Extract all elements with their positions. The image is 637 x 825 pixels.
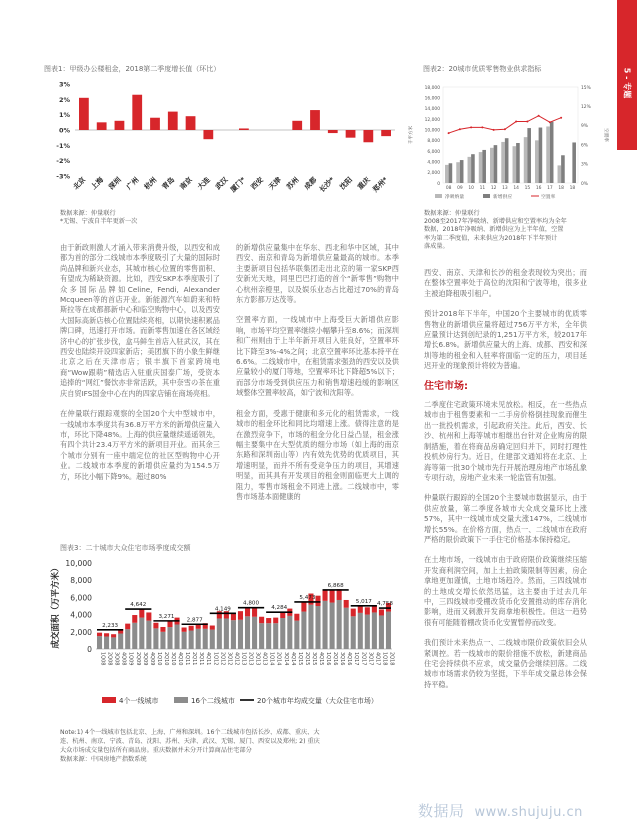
bar-tier1 (330, 590, 335, 603)
bar-tier1 (351, 609, 356, 617)
figure2-chart (405, 80, 610, 206)
paragraph: 预计2018年下半年，中国20个主要城市的优质零售物业的新增供应量将超过756万平方米，全年供应量预计达到创纪录的1,251万平方米，较2017年增长6.8%。新增供应量大的上海、成都、西安和深圳等地的租金和入驻率将面临一定的压力，项目延迟开业的现象预计将较为普遍。 (424, 309, 587, 371)
bar-tier2 (273, 623, 278, 649)
legend-label: 空置率 (541, 195, 556, 200)
annual-average-label: 5,017 (355, 598, 372, 605)
bar-tier1 (245, 608, 250, 617)
watermark (418, 800, 583, 821)
paragraph: 空置率方面，一线城市中上海受巨大新增供应影响，市场平均空置率继续小幅攀升至8.6%；而深圳和广州则由于上半年新开项目入驻良好，空置率环比下降至3%-4%之间；北京空置率环比基本持平在6.6%。二线城市中，在租赁需求强劲的西安以及供应量较小的厦门等地，空置率环比下降超5%以下；而部分市场受到供应压力和销售增速趋缓的影响区域整体空置率较高，如宁波和沈阳等。 (236, 315, 399, 398)
bar-absorption (479, 152, 483, 183)
y-tick-label: 10,000 (65, 559, 92, 568)
legend-swatch (174, 697, 188, 703)
x-tick-label: 成都 (302, 175, 319, 192)
x-tick-label: 重庆 (356, 175, 372, 192)
bar-tier2 (97, 636, 102, 649)
bar (168, 112, 178, 130)
bar-tier2 (238, 620, 243, 649)
bar (79, 98, 89, 130)
vacancy-point (515, 121, 517, 123)
bar-supply (460, 160, 464, 183)
y-tick-label: 4,000 (70, 610, 92, 620)
vacancy-point (560, 117, 562, 119)
bar-tier2 (182, 632, 187, 649)
y-tick-label: 6,000 (427, 149, 440, 155)
x-tick-label: 4Q13 (261, 652, 268, 666)
x-tick-label: 15 (524, 186, 531, 191)
bar-tier1 (167, 621, 172, 627)
figure3-note-line: 连、杭州、南京、宁波、青岛、沈阳、苏州、天津、武汉、无锡、厦门、西安以及郑州; 2) 重庆 (60, 738, 320, 745)
x-tick-label: 2Q17 (360, 652, 367, 666)
y-tick-label: 2,000 (427, 171, 440, 177)
bar-tier1 (365, 607, 370, 614)
bar-tier1 (337, 589, 342, 600)
bar-tier1 (160, 627, 165, 632)
bar-supply (539, 128, 543, 183)
paragraph: 西安、南京、天津和长沙的租金表现较为突出；而在整体空置率处于高位的沈阳和宁波等地，很多业主被迫降租吸引租户。 (424, 268, 587, 298)
x-tick-label: 南京 (178, 175, 194, 192)
legend-label: 4个一线城市 (119, 697, 159, 705)
legend-label: 16个二线城市 (191, 697, 235, 705)
x-tick-label: 2Q14 (275, 652, 282, 666)
x-tick-label: 大连 (196, 175, 212, 192)
bar-tier1 (344, 600, 349, 608)
x-tick-label: 2Q10 (162, 652, 169, 666)
bar-tier2 (287, 616, 292, 649)
bar-tier1 (238, 611, 243, 620)
bar-supply (527, 128, 531, 183)
x-tick-label: 3Q12 (226, 652, 233, 666)
x-tick-label: 西安 (249, 175, 266, 192)
legend-label: 20个城市年均成交量（大众住宅市场） (257, 697, 378, 705)
bar-tier2 (337, 600, 342, 649)
bar-tier2 (323, 601, 328, 649)
x-tick-label: 3Q11 (198, 652, 205, 666)
x-tick-label: 4Q14 (289, 652, 296, 666)
x-tick-label: 2Q12 (219, 652, 226, 666)
y-tick-label: 16,000 (424, 96, 440, 102)
bar-tier2 (365, 615, 370, 649)
x-tick-label: 1Q17 (353, 652, 360, 666)
bar-absorption (546, 126, 550, 183)
bar-tier2 (386, 612, 391, 649)
bar-tier1 (146, 612, 151, 620)
x-tick-label: 北京 (71, 175, 88, 192)
figure1-footnote: *无锡、宁波自半年更新一次 (60, 218, 138, 225)
section-tab-label: 5 - 专题 (622, 67, 632, 98)
x-tick-label: 08 (445, 186, 452, 191)
x-tick-label: 3Q13 (254, 652, 261, 666)
bar-tier2 (139, 618, 144, 649)
bar-tier2 (104, 637, 109, 649)
x-tick-label: 苏州 (285, 175, 301, 192)
bar-absorption (445, 165, 449, 183)
y2-tick-label: 12% (581, 105, 591, 110)
bar (203, 130, 213, 139)
figure2-source-line: 落成量。 (424, 242, 449, 250)
bar-tier2 (210, 630, 215, 649)
y-tick-label: 0 (437, 181, 440, 187)
x-tick-label: 武汉 (213, 175, 230, 192)
x-tick-label: 4Q16 (346, 652, 353, 666)
bar (328, 130, 338, 133)
vacancy-point (493, 129, 495, 131)
bar-tier1 (132, 615, 137, 623)
bar-tier2 (351, 616, 356, 649)
paragraph: 的新增供应量集中在华东、西北和华中区域，其中西安、南京和青岛为新增供应量最高的城市。本季主要新项目包括华联集团走出北京的第一家SKP西安新光天地，同里巴巴打造的首个“新零售”购物中心杭州亲橙里，以及娱乐业态占比超过70%的青岛东方影都万达茂等。 (236, 243, 399, 305)
y-axis-label: 成交面积（万平方米） (51, 563, 61, 649)
x-tick-label: 3Q15 (310, 652, 317, 666)
annual-average-label: 5,473 (299, 594, 316, 601)
bar-tier2 (344, 608, 349, 649)
bar-absorption (490, 148, 494, 183)
bar (97, 122, 107, 130)
bar-absorption (524, 137, 528, 183)
legend-swatch (102, 697, 116, 703)
x-tick-label: 2Q16 (332, 652, 339, 666)
x-tick-label: 1Q08 (99, 652, 106, 666)
y2-tick-label: 15% (581, 85, 591, 91)
x-tick-label: 厦门* (229, 175, 248, 194)
bar-tier2 (358, 613, 363, 649)
bar-tier1 (97, 633, 102, 636)
vacancy-point (504, 128, 506, 130)
x-tick-label: 10 (468, 186, 474, 191)
x-tick-label: 广州 (125, 175, 141, 192)
bar-supply (482, 150, 486, 183)
bar-supply (471, 154, 475, 183)
figure2-source-line: 率为第二季度值，未来供应为2018年下半年预计 (424, 234, 558, 242)
y-tick-label: 0 (87, 645, 92, 654)
bar-tier2 (231, 620, 236, 649)
x-tick-label: 长沙* (318, 175, 337, 194)
x-tick-label: 2Q15 (303, 652, 310, 666)
vacancy-point (448, 132, 450, 134)
bar-tier1 (111, 634, 116, 637)
paragraph: 租金方面，受惠于健康和多元化的租赁需求，一线城市的租金环比和同比均增速上涨。债得注意的是在激烈竞争下，市场的租金分化日益凸显，租金涨幅主要集中在大型优质的细分市场（如上海的南京东路和深圳南山等）内有效先优势的优质项目，其增速明显，而并不所有受竞争压力的项目，其增速明显，而其具有开发项目的租金则面临更大上调的阻力，零售市场租金不同进上涨。二线城市中，零售市场基本面健康的 (236, 408, 399, 501)
vacancy-point (538, 115, 540, 117)
x-tick-label: 12 (490, 186, 497, 191)
bar-tier1 (315, 596, 320, 606)
bar-tier1 (153, 623, 158, 629)
x-tick-label: 3Q08 (113, 652, 120, 666)
bar-absorption (468, 157, 472, 183)
figure3-note-line: 大众市场成交量包括所有商品房。重庆数据并未分开计算商品住宅部分 (60, 747, 252, 754)
bar-supply (505, 138, 509, 183)
paragraph: 由于新政则激人才涌入带来消费升级，以西安和成都为首的部分二线城市本季度吸引了大量的国际时尚品牌和新兴业态，其城市核心位置的零售面积、有望成为稀缺资源。比如，西安SKP本季度吸引了众多国际品牌如Celine, Fendi, Alexander Mcqueen等的首店开业。新能源汽车如蔚来和特斯拉等在成都都新中心和临空购物中心，以及西安大国际高新店核心位置陆续亮相，以期快速积累品牌口碑，迅速打开市场。而新零售加速在各区域经济中心的扩张步伐，盒马鲜生首店入驻武汉，其在西安也陆续开设四家新店；美团旗下的小象生鲜继北京之后在天津市店；银丰旗下首家跨境电商“Wow跟萌”精选店入驻重庆国泰广场，受资本追捧的“网红”餐饮亦非常活跃，其中奈雪の茶在重庆自贸IFS国金中心在内的四家店铺在商场亮相。 (60, 243, 220, 398)
y-tick-label: -2% (56, 157, 70, 166)
y2-tick-label: 6% (581, 143, 588, 149)
bar-tier2 (224, 618, 229, 649)
bar-tier1 (125, 624, 130, 630)
x-tick-label: 18 (569, 186, 576, 191)
y-tick-label: 4,000 (427, 160, 440, 166)
figure2-source-line: 数据，2018年净吸纳、新增供应为上半年值，空置 (424, 226, 564, 234)
bar (115, 121, 125, 130)
x-tick-label: 2Q08 (106, 652, 113, 666)
bar (346, 130, 356, 138)
bar (132, 95, 142, 130)
bar-tier2 (196, 629, 201, 649)
x-tick-label: 1Q15 (296, 652, 303, 666)
x-tick-label: 3Q09 (141, 652, 148, 666)
legend-label: 净吸纳量 (445, 195, 465, 200)
bar (292, 121, 302, 130)
bar-tier1 (273, 618, 278, 624)
x-tick-label: 1Q18 (381, 652, 388, 666)
bar-supply (561, 155, 565, 183)
y-tick-label: 6,000 (70, 593, 92, 603)
x-tick-label: 1Q11 (184, 652, 191, 666)
bar-tier2 (252, 617, 257, 649)
y2-axis-label: 空置率 (603, 128, 608, 142)
figure2-source-line: 数据来源：仲量联行 (424, 210, 480, 217)
figure1-source: 数据来源：仲量联行 (60, 210, 116, 217)
legend-swatch (435, 194, 442, 198)
x-tick-label: 1Q14 (268, 652, 275, 666)
x-tick-label: 4Q10 (177, 652, 184, 666)
bar-supply (449, 163, 453, 183)
y-tick-label: 18,000 (424, 85, 440, 91)
x-tick-label: 09 (457, 186, 463, 191)
bar-absorption (501, 142, 505, 183)
x-tick-label: 14 (513, 186, 519, 191)
x-tick-label: 1Q09 (127, 652, 134, 666)
bar-tier1 (210, 626, 215, 630)
section-heading-residential: 住宅市场: (424, 380, 468, 392)
figure3-title: 图表3：二十城市大众住宅市场季度成交额 (60, 544, 191, 552)
figure1-title: 图表1：甲级办公楼租金，2018第二季度增长值（环比） (44, 65, 221, 73)
y-tick-label: 1% (58, 111, 70, 120)
text-column-1 (60, 243, 220, 533)
bar-tier2 (153, 628, 158, 649)
vacancy-point (481, 126, 483, 128)
annual-average-label: 6,868 (327, 582, 344, 589)
paragraph: 我们预计未来热点一、二线城市限价政策依旧会从紧调控。若一线城市的限价措施不放松，新建商品住宅会持续供不应求，成交量仍会继续回落。二线城市市场需求仍较为坚挺，下半年成交量总体会保持平稳。 (424, 638, 587, 689)
bar-tier2 (132, 623, 137, 649)
y-axis-label: 千平方米 (409, 125, 414, 145)
section-tab (617, 0, 637, 150)
x-tick-label: 4Q17 (374, 652, 381, 666)
annual-average-label: 4,758 (376, 601, 393, 608)
x-tick-label: 上海 (89, 175, 106, 192)
y-tick-label: 10,000 (424, 128, 440, 134)
x-tick-label: 深圳 (107, 175, 123, 192)
bar-supply (494, 145, 498, 183)
text-column-3 (424, 268, 587, 798)
bar-tier2 (294, 621, 299, 649)
bar-tier2 (146, 621, 151, 649)
bar-tier2 (266, 623, 271, 649)
y-tick-label: 2,000 (70, 627, 92, 637)
bar-tier2 (160, 632, 165, 649)
y2-tick-label: 9% (581, 124, 588, 130)
figure2-source (424, 210, 567, 251)
bar-tier1 (104, 633, 109, 636)
bar-tier1 (252, 608, 257, 617)
bar-absorption (535, 140, 539, 183)
x-tick-label: 杭州 (142, 175, 159, 192)
y-tick-label: 8,000 (427, 139, 440, 145)
x-tick-label: 2Q18 (388, 652, 395, 666)
bar-tier2 (125, 629, 130, 649)
x-tick-label: 16 (535, 186, 542, 191)
paragraph: 二季度住宅政策环境未见放松。相反，在一些热点城市由于租售要素和一二手房价格倒挂现象而催生出一批投机需求，引起政府关注。此后，西安、长沙、杭州和上海等城市相继出台针对企业购房的限制措施，着在将商品房确定回归并下，同时打理性投机炒房行为。近日，住建部文通知将在北京、上海等第一批30个城市先行开展治理房地产市场乱象专项行动，房地产业未来一轮监管有加强。 (424, 400, 587, 482)
bar-tier2 (203, 629, 208, 649)
bar-tier2 (217, 618, 222, 649)
bar-tier2 (167, 627, 172, 649)
bar (363, 130, 373, 142)
x-tick-label: 沈阳 (338, 175, 354, 192)
x-tick-label: 4Q11 (205, 652, 212, 666)
bar-absorption (558, 165, 562, 183)
bar-tier2 (245, 616, 250, 649)
y-tick-label: 14,000 (424, 107, 440, 113)
x-tick-label: 1Q13 (240, 652, 247, 666)
bar-tier1 (379, 609, 384, 615)
x-tick-label: 天津 (267, 175, 283, 192)
legend-label: 新增供应 (493, 195, 513, 200)
bar-tier2 (301, 612, 306, 649)
bar-tier1 (189, 626, 194, 631)
vacancy-point (470, 126, 472, 128)
x-tick-label: 1Q12 (212, 652, 219, 666)
bar (186, 116, 196, 130)
bar-tier1 (301, 602, 306, 612)
figure3-note-line: Note:1) 4个一线城市包括北京、上海、广州和深圳。16个二线城市包括长沙、成都、重庆、大 (60, 729, 320, 736)
figure3-source: 数据来源：中国房地产指数系统 (60, 756, 147, 763)
text-column-2 (236, 243, 399, 533)
bar-supply (572, 142, 576, 183)
annual-average-label: 3,271 (158, 613, 175, 620)
y-tick-label: 0% (58, 126, 70, 135)
x-tick-label: 4Q15 (318, 652, 324, 666)
bar-tier1 (259, 617, 264, 623)
bar-tier1 (294, 614, 299, 621)
x-tick-label: 18 (558, 186, 564, 191)
vacancy-point (549, 121, 551, 123)
x-tick-label: 17 (547, 186, 553, 191)
x-tick-label: 3Q17 (367, 652, 374, 666)
bar-tier2 (330, 603, 335, 649)
watermark-cn: 数据局 (418, 802, 465, 820)
x-tick-label: 3Q14 (282, 652, 289, 666)
figure2-title: 图表2：20城市优质零售物业供求指标 (423, 65, 542, 73)
bar-tier2 (308, 605, 313, 649)
y-tick-label: -1% (56, 141, 70, 150)
bar-tier2 (315, 606, 320, 649)
x-tick-label: 1Q16 (325, 652, 332, 666)
paragraph: 在土地市场，一线城市由于政府限价政策继续压缩开发商利润空间，加上土拍政策限制等因素，房企拿地更加谨慎，土地市场趋冷。然而，三四线城市的土地成交增长依然迅猛，这主要由于过去几年中，三四线城市受棚改货币化安置推动的库存消化影响，进而又刺激开发商拿地积极性。但这一趋势很有可能随着棚改货币化安置暂停而改变。 (424, 555, 587, 627)
bar-supply (516, 143, 520, 183)
y-tick-label: 12,000 (424, 117, 440, 123)
bar-absorption (513, 146, 517, 183)
bar (381, 130, 391, 136)
x-tick-label: 3Q10 (170, 652, 176, 666)
bar-tier2 (111, 637, 116, 649)
y2-tick-label: 3% (581, 162, 588, 168)
annual-average-label: 4,800 (243, 600, 260, 607)
bar (150, 118, 160, 130)
figure3-chart (40, 555, 405, 705)
bar-tier2 (379, 615, 384, 649)
x-tick-label: 青岛 (160, 175, 177, 192)
bar (310, 110, 320, 130)
vacancy-point (459, 128, 461, 130)
figure1-chart (40, 72, 405, 210)
bar-tier1 (323, 590, 328, 601)
annual-average-label: 2,877 (186, 617, 203, 624)
annual-average-label: 4,642 (130, 602, 147, 609)
x-tick-label: 4Q08 (120, 652, 127, 666)
annual-average-label: 2,233 (102, 622, 119, 629)
paragraph: 在仲量联行跟踪观察的全国20个大中型城市中，一线城市本季度共有36.8万平方米的新增供应量入市，环比下降48%。上海的供应量继续遥遥领先，有四个共计23.4万平方米的新项目开业。而其余三个城市分别有一座中端定位的社区型购物中心开业。二线城市本季度的新增供应量约为154.5万方，环比小幅下降9%。超过80% (60, 409, 220, 481)
bar-tier2 (118, 634, 123, 649)
bar-tier2 (175, 624, 180, 649)
annual-average-label: 4,284 (271, 605, 288, 612)
x-tick-label: 11 (479, 186, 486, 191)
annual-average-label: 4,149 (214, 606, 231, 613)
bar-tier1 (231, 613, 236, 620)
x-tick-label: 2Q11 (191, 652, 198, 666)
watermark-url: www.shujuju.cn (474, 805, 583, 820)
bar-tier2 (372, 612, 377, 649)
x-tick-label: 13 (502, 186, 508, 191)
y-tick-label: -3% (56, 172, 70, 181)
bar-absorption (456, 162, 460, 183)
y2-tick-label: 0% (581, 181, 588, 187)
vacancy-point (526, 121, 528, 123)
x-tick-label: 2Q13 (247, 652, 254, 666)
x-tick-label: 4Q09 (148, 652, 155, 666)
x-tick-label: 1Q10 (155, 652, 162, 666)
paragraph: 仲量联行跟踪的全国20个主要城市数据显示，由于供应放量，第二季度各城市大众成交量环比上涨57%，其中一线城市成交量大涨147%，二线城市增长55%。在价格方面，热点一、二线城市在政府严格的限价政策下一手住宅价格基本保持稳定。 (424, 493, 587, 544)
bar-tier1 (182, 628, 187, 632)
x-tick-label: 郑州* (371, 175, 390, 194)
legend-swatch (483, 194, 490, 198)
bar-tier2 (259, 623, 264, 649)
x-tick-label: 3Q16 (339, 652, 346, 666)
bar (239, 128, 249, 130)
bar-tier1 (266, 618, 271, 623)
figure2-source-line: 2008至2017年净吸纳、新增供应和空置率均为全年 (424, 218, 567, 226)
y-tick-label: 3% (58, 80, 70, 89)
bar-tier2 (280, 618, 285, 649)
bar-supply (550, 122, 554, 183)
bar-tier2 (189, 631, 194, 649)
y-tick-label: 8,000 (70, 576, 92, 586)
x-tick-label: 2Q09 (134, 652, 141, 666)
y-tick-label: 2% (58, 95, 70, 104)
bar-tier1 (139, 609, 144, 618)
x-tick-label: 4Q12 (233, 652, 240, 666)
